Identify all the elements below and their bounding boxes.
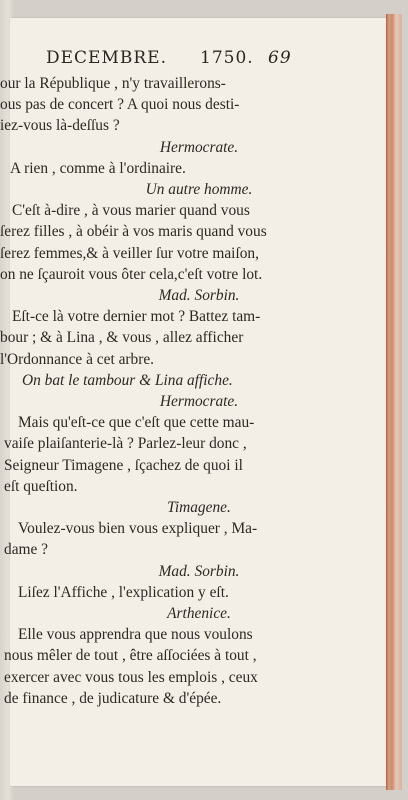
text-line: Seigneur Timagene , ſçachez de quoi il xyxy=(4,456,243,474)
text-line: Mais qu'eſt-ce que c'eſt que cette mau- xyxy=(18,414,255,432)
stage-direction: On bat le tambour & Lina affiche. xyxy=(22,371,233,389)
speaker-name: Hermocrate. xyxy=(159,138,239,156)
speaker-name: Mad. Sorbin. xyxy=(158,562,240,580)
text-line: ſerez femmes,& à veiller ſur votre maiſon, xyxy=(0,244,259,262)
text-line: Voulez-vous bien vous expliquer , Ma- xyxy=(18,520,258,538)
text-line: bour ; & à Lina , & vous , allez afficher xyxy=(0,329,244,347)
text-line: iez-vous là-deſſus ? xyxy=(0,117,120,135)
text-line: ſerez filles , à obéir à vos maris quand vous xyxy=(0,223,267,241)
speaker-name: Mad. Sorbin. xyxy=(158,287,240,305)
speaker-name: Hermocrate. xyxy=(159,393,239,411)
text-line: dame ? xyxy=(4,541,49,559)
speaker-name: Timagene. xyxy=(167,499,231,517)
text-line: Elle vous apprendra que nous voulons xyxy=(18,626,253,644)
text-line: exercer avec vous tous les emplois , ceux xyxy=(4,668,258,686)
speaker-name: Un autre homme. xyxy=(145,181,253,199)
header-month: DECEMBRE. xyxy=(46,48,167,68)
text-line: ous pas de concert ? A quoi nous desti- xyxy=(0,96,240,114)
text-line: vaiſe plaiſanterie-là ? Parlez-leur donc , xyxy=(4,435,247,453)
text-line: nous mêler de tout , être aſſociées à tout , xyxy=(4,647,257,665)
text-line: eſt queſtion. xyxy=(4,477,78,495)
speaker-name: Arthenice. xyxy=(167,605,231,623)
text-line: Eſt-ce là votre dernier mot ? Battez tam- xyxy=(12,308,261,326)
text-line: our la République , n'y travaillerons- xyxy=(0,75,226,92)
page-text xyxy=(0,73,388,709)
text-line: Liſez l'Affiche , l'explication y eſt. xyxy=(18,583,229,601)
text-line: l'Ordonnance à cet arbre. xyxy=(0,350,155,368)
page-fore-edge xyxy=(386,14,402,790)
page-number: 69 xyxy=(268,48,292,68)
text-line: de finance , de judicature & d'épée. xyxy=(4,689,222,707)
text-line: C'eſt à-dire , à vous marier quand vous xyxy=(12,202,250,220)
text-line: on ne ſçauroit vous ôter cela,c'eſt votre lot. xyxy=(0,265,263,283)
header-year: 1750. xyxy=(200,48,254,68)
text-line: A rien , comme à l'ordinaire. xyxy=(10,159,186,177)
